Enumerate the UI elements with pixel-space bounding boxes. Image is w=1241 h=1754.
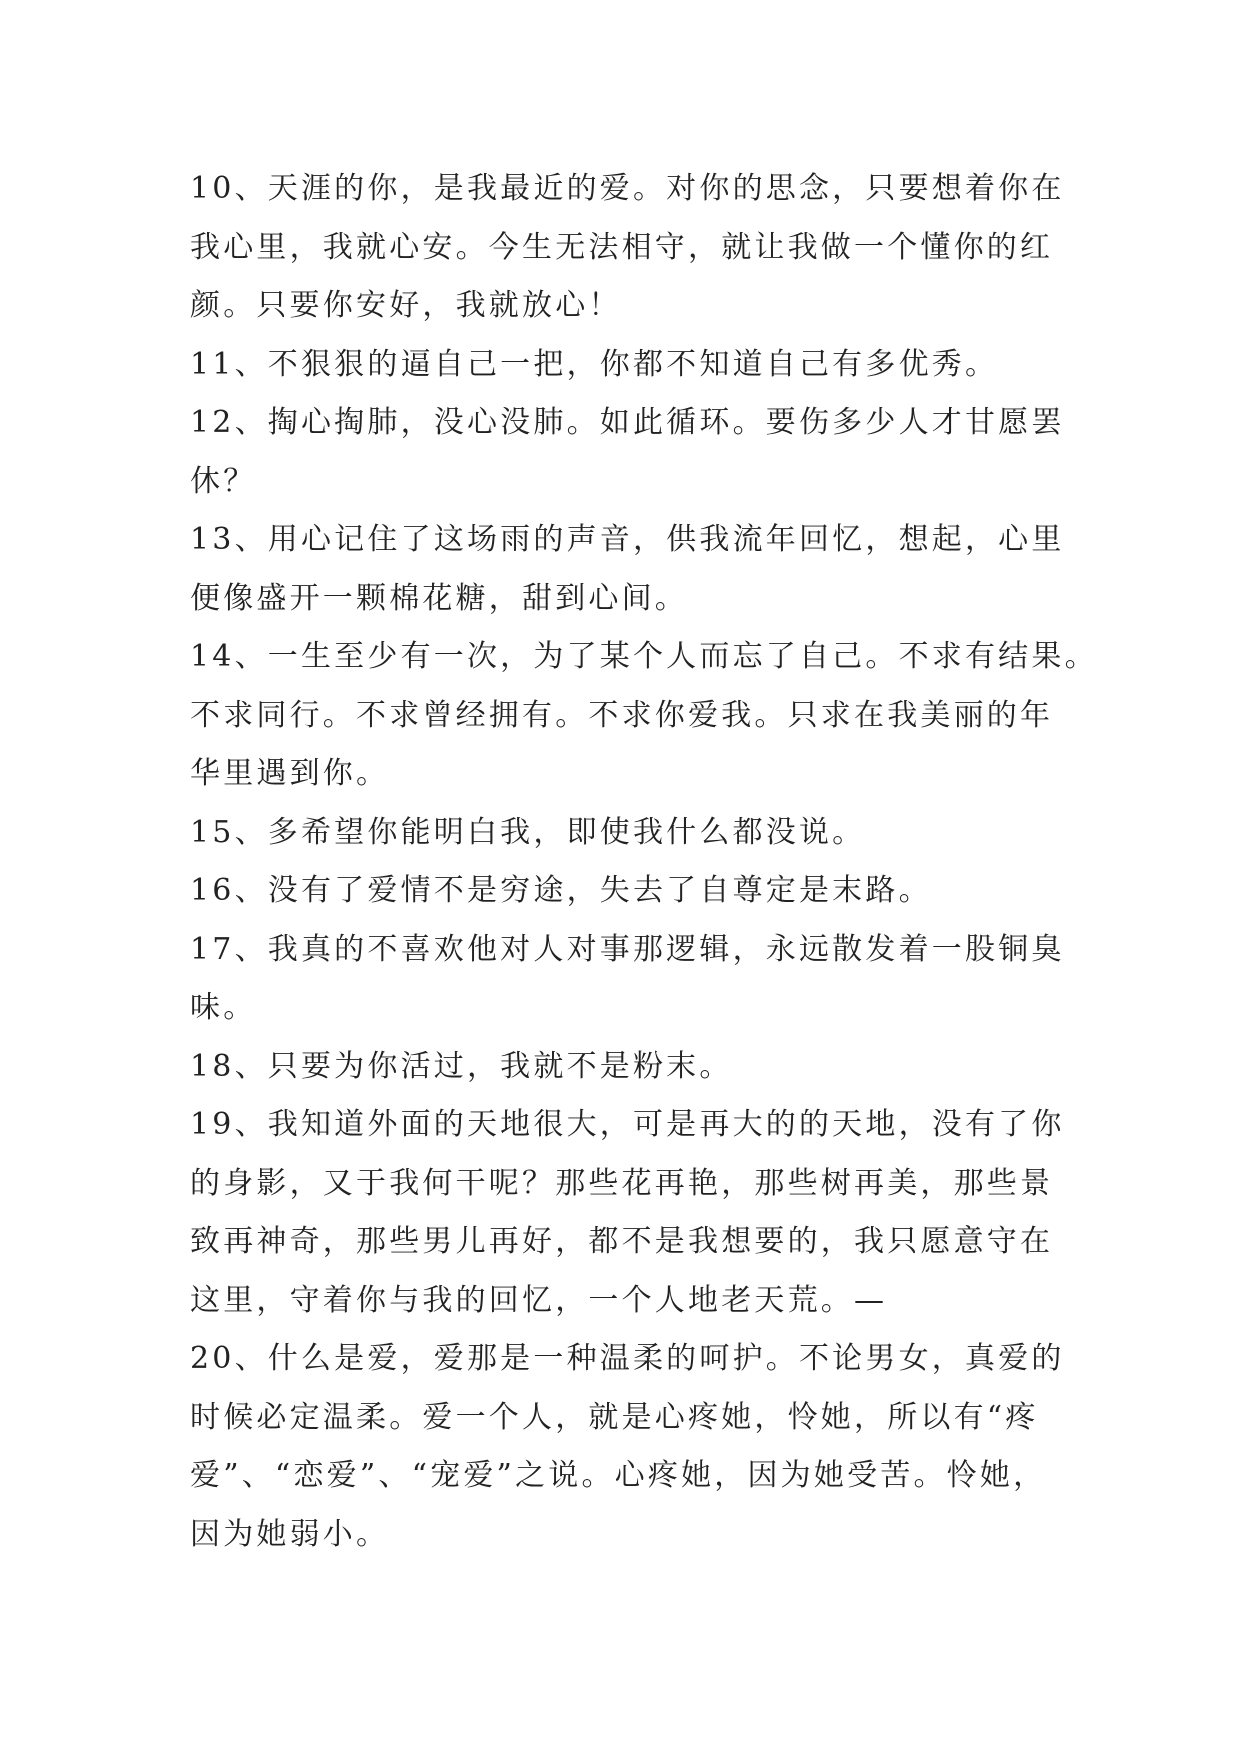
text-line: 的身影，又于我何干呢？那些花再艳，那些树再美，那些景 [190,1165,1054,1201]
text-line: 爱”、“恋爱”、“宠爱”之说。心疼她，因为她受苦。怜她， [190,1458,1047,1493]
text-line: 13、用心记住了这场雨的声音，供我流年回忆，想起，心里 [190,522,1065,557]
text-line: 便像盛开一颗棉花糖，甜到心间。 [190,580,688,616]
text-line: 18、只要为你活过，我就不是粉末。 [190,1048,733,1084]
document-body [190,160,1098,1564]
text-line: 12、掏心掏肺，没心没肺。如此循环。要伤多少人才甘愿罢 [190,405,1065,440]
text-line: 10、天涯的你，是我最近的爱。对你的思念，只要想着你在 [190,171,1065,206]
text-line: 这里，守着你与我的回忆，一个人地老天荒。— [190,1282,888,1318]
text-line: 15、多希望你能明白我，即使我什么都没说。 [190,814,866,850]
text-line: 19、我知道外面的天地很大，可是再大的的天地，没有了你 [190,1107,1065,1142]
text-line: 不求同行。不求曾经拥有。不求你爱我。只求在我美丽的年 [190,697,1054,733]
text-line: 16、没有了爱情不是穷途，失去了自尊定是末路。 [190,873,932,908]
text-line: 我心里，我就心安。今生无法相守，就让我做一个懂你的红 [190,229,1054,265]
text-line: 休？ [190,463,257,499]
text-line: 因为她弱小。 [190,1516,390,1552]
text-line: 味。 [190,990,257,1025]
text-line: 14、一生至少有一次，为了某个人而忘了自己。不求有结果。 [190,639,1098,674]
text-line: 华里遇到你。 [190,756,390,791]
text-line: 17、我真的不喜欢他对人对事那逻辑，永远散发着一股铜臭 [190,931,1065,967]
text-line: 20、什么是爱，爱那是一种温柔的呵护。不论男女，真爱的 [190,1341,1065,1376]
text-line: 11、不狠狠的逼自己一把，你都不知道自己有多优秀。 [190,346,999,382]
text-line: 致再神奇，那些男儿再好，都不是我想要的，我只愿意守在 [190,1224,1054,1259]
text-line: 时候必定温柔。爱一个人，就是心疼她，怜她，所以有“疼 [190,1399,1039,1435]
text-line: 颜。只要你安好，我就放心！ [190,288,622,323]
